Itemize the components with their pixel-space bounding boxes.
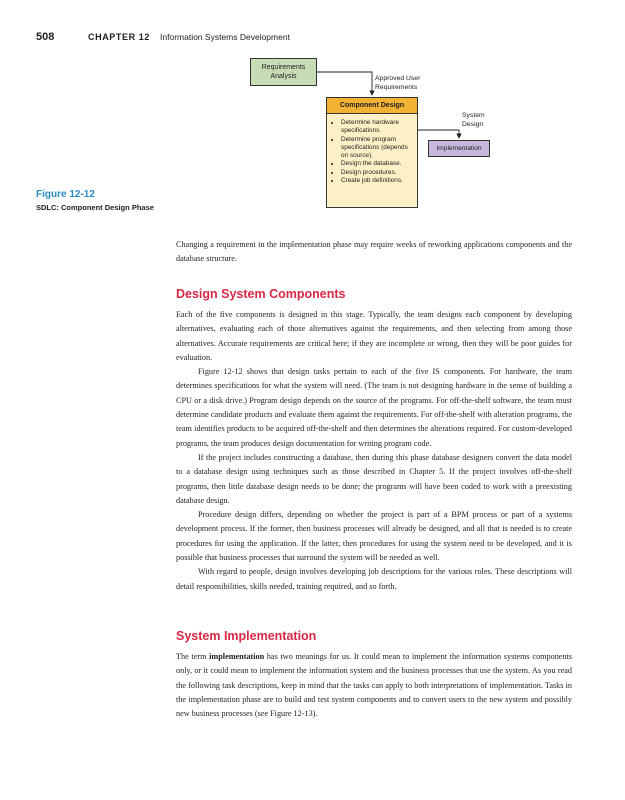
- component-design-box: [326, 97, 418, 208]
- intro-paragraph: Changing a requirement in the implementation phase may require weeks of reworking applications components and the database structure.: [176, 240, 572, 264]
- approved-user-requirements-label: Approved User Requirements: [375, 75, 421, 91]
- arrow-requirements-to-design: [317, 72, 372, 95]
- page-number: 508: [36, 31, 55, 43]
- paragraph-lead: The term: [176, 652, 210, 661]
- paragraph: If the project includes constructing a database, then during this phase database designers convert the data model to a database design using techniques such as those described in Chapter 5. If the project involves off-the-shelf programs, then little database design needs to be done; the programs will have been coded to work with a preexisting database design.: [176, 452, 572, 505]
- list-item: • Design the database.: [341, 160, 413, 168]
- list-item: • Determine program specifications (depends on source).: [341, 136, 413, 161]
- paragraph: With regard to people, design involves developing job descriptions for the various roles. These descriptions will detail responsibilities, skills needed, training required, and so forth.: [176, 567, 572, 591]
- list-item: • Design procedures.: [341, 169, 413, 177]
- list-item: • Create job definitions.: [341, 177, 413, 185]
- component-design-list: [327, 114, 417, 185]
- paragraph: [176, 650, 572, 721]
- requirements-analysis-box: Requirements Analysis: [250, 58, 317, 86]
- arrow-design-to-implementation: [418, 130, 459, 138]
- key-term-implementation: implementation: [209, 652, 265, 661]
- paragraph-rest: has two meanings for us. It could mean to implement the information systems components only, or it could mean to implement the information system and the business processes that use the system. As you read the following task descriptions, keep in mind that the tasks can apply to both interpretations of implementation. Tasks in the implementation phase are to build and test system components and to convert users to the new system and possibly new business processes (see Figure 12-13).: [176, 652, 572, 719]
- section2-body: [176, 650, 572, 721]
- component-design-title: Component Design: [327, 98, 417, 114]
- paragraph: Figure 12-12 shows that design tasks pertain to each of the five IS components. For hardware, the team determines specifications for what the system will need. (The team is not designing hardware in the sense of building a CPU or a disk drive.) Program design depends on the source of the programs. For off-the-shelf software, the team must determine candidate products and evaluate them against the requirements. For off-the-shelf with alteration programs, the team identifies products to be acquired off-the-shelf and then determines the alterations required. For custom-developed programs, the team produces design documentation for writing program code.: [176, 367, 572, 448]
- chapter-title: Information Systems Development: [160, 32, 290, 42]
- intro-text: [176, 238, 572, 267]
- section1-body: [176, 308, 572, 594]
- figure-12-12: [0, 0, 625, 230]
- implementation-box: Implementation: [428, 140, 490, 157]
- paragraph: Procedure design differs, depending on whether the project is part of a BPM process or part of a systems development process. If the former, then business processes will already be designed, and all that is needed is to create procedures for using the application. If the latter, then procedures for using the system need to be developed, and it is possible that business processes that surround the system will be needed as well.: [176, 510, 572, 563]
- section-heading-design-system-components: Design System Components: [176, 287, 346, 301]
- system-design-label: System Design: [462, 112, 485, 128]
- section-heading-system-implementation: System Implementation: [176, 629, 317, 643]
- figure-caption: SDLC: Component Design Phase: [36, 203, 154, 212]
- figure-number: Figure 12-12: [36, 189, 95, 200]
- chapter-label: CHAPTER 12: [88, 32, 151, 42]
- list-item: • Determine hardware specifications.: [341, 119, 413, 136]
- paragraph: Each of the five components is designed in this stage. Typically, the team designs each component by developing alternatives, evaluating each of those alternatives against the requirements, and then selecting from among those alternatives. Accurate requirements are critical here; if they are incomplete or wrong, then they will be poor guides for evaluation.: [176, 310, 572, 362]
